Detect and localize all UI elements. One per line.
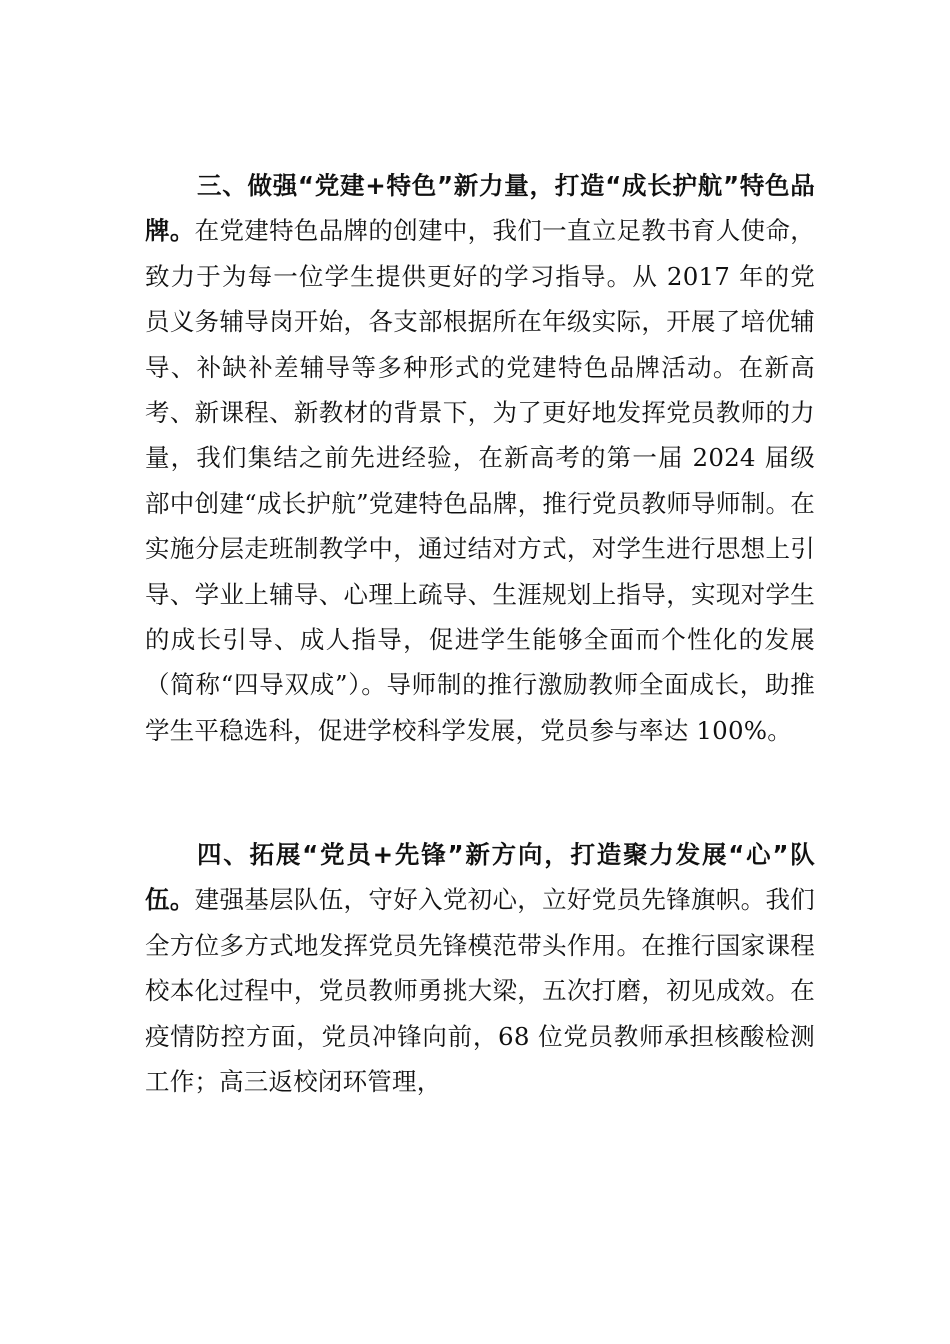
section-three-body: 在党建特色品牌的创建中，我们一直立足教书育人使命，致力于为每一位学生提供更好的学习指导。从 2017 年的党员义务辅导岗开始，各支部根据所在年级实际，开展了培优辅导、补缺补差辅导等多种形式的党建特色品牌活动。在新高考、新课程、新教材的背景下，为了更好地发挥党员教师的力量，我们集结之前先进经验，在新高考的第一届 2024 届级部中创建“成长护航”党建特色品牌，推行党员教师导师制。在实施分层走班制教学中，通过结对方式，对学生进行思想上引导、学业上辅导、心理上疏导、生涯规划上指导，实现对学生的成长引导、成人指导，促进学生能够全面而个性化的发展（简称“四导双成”）。导师制的推行激励教师全面成长，助推学生平稳选科，促进学校科学发展，党员参与率达 100%。 [145, 216, 815, 745]
paragraph-section-four [145, 832, 815, 1104]
section-four-body: 建强基层队伍，守好入党初心，立好党员先锋旗帜。我们全方位多方式地发挥党员先锋模范带头作用。在推行国家课程校本化过程中，党员教师勇挑大梁，五次打磨，初见成效。在疫情防控方面，党员冲锋向前，68 位党员教师承担核酸检测工作；高三返校闭环管理， [145, 885, 815, 1097]
paragraph-section-three [145, 163, 815, 753]
section-three-heading: 三、做强“党建+特色”新力量，打造“成长护航”特色品牌。 [145, 171, 815, 246]
section-four-heading: 四、拓展“党员+先锋”新方向，打造聚力发展“心”队伍。 [145, 840, 815, 915]
